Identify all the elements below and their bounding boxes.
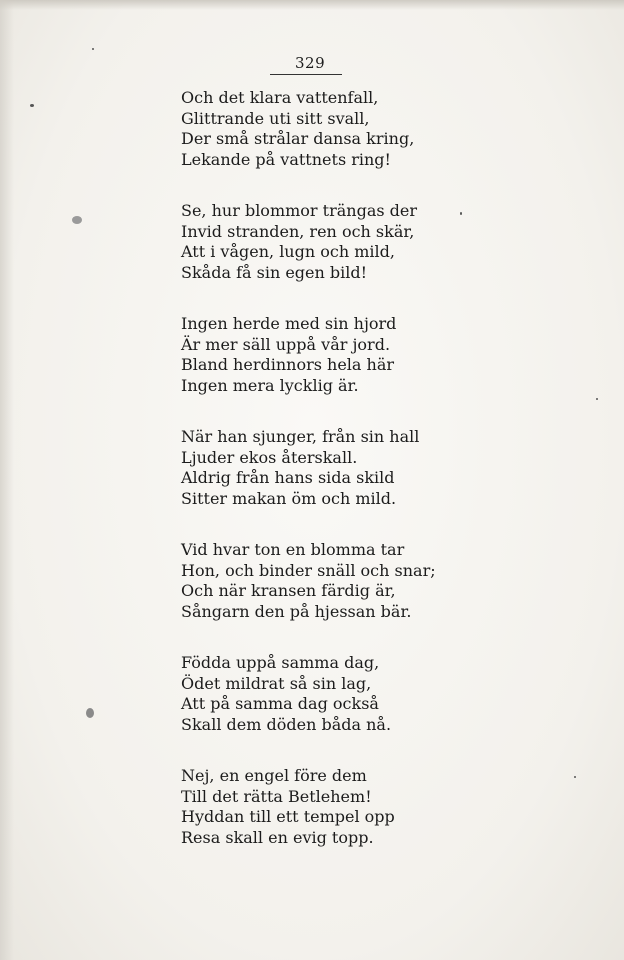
- stanza-6: [181, 653, 391, 735]
- verse-line: Skall dem döden båda nå.: [181, 714, 392, 734]
- verse-line: Vid hvar ton en blomma tar: [181, 540, 405, 559]
- paper-speck: [574, 776, 576, 778]
- verse-line: Nej, en engel före dem: [181, 766, 367, 785]
- paper-speck: [92, 48, 94, 50]
- verse-line: Hon, och binder snäll och snar;: [181, 560, 436, 580]
- verse-line: Ingen herde med sin hjord: [181, 314, 397, 333]
- verse-line: Invid stranden, ren och skär,: [181, 221, 415, 241]
- paper-speck: [72, 216, 82, 224]
- verse-line: Bland herdinnors hela här: [181, 355, 395, 374]
- verse-line: Resa skall en evig topp.: [181, 827, 374, 847]
- verse-line: Att i vågen, lugn och mild,: [181, 242, 395, 261]
- page-number: 329: [295, 54, 326, 72]
- verse-line: Och det klara vattenfall,: [181, 88, 379, 107]
- verse-line: Att på samma dag också: [181, 694, 379, 713]
- stanza-1: [181, 88, 414, 170]
- stanza-2: [181, 201, 417, 283]
- header-rule: [270, 74, 342, 75]
- verse-line: Se, hur blommor trängas der: [181, 201, 418, 220]
- verse-line: Ödet mildrat så sin lag,: [181, 673, 372, 693]
- stanza-4: [181, 427, 419, 509]
- page-edge-shadow-left: [0, 0, 14, 960]
- verse-line: Och när kransen färdig är,: [181, 581, 396, 600]
- verse-line: Ingen mera lycklig är.: [181, 375, 359, 395]
- verse-line: Sitter makan öm och mild.: [181, 488, 397, 508]
- paper-speck: [460, 212, 462, 215]
- verse-line: Lekande på vattnets ring!: [181, 149, 391, 169]
- verse-line: Skåda få sin egen bild!: [181, 262, 368, 282]
- paper-speck: [30, 104, 34, 107]
- paper-speck: [86, 708, 94, 718]
- verse-line: Är mer säll uppå vår jord.: [181, 334, 391, 354]
- verse-line: Sångarn den på hjessan bär.: [181, 601, 412, 621]
- verse-line: När han sjunger, från sin hall: [181, 427, 420, 446]
- verse-line: Födda uppå samma dag,: [181, 653, 380, 672]
- verse-line: Aldrig från hans sida skild: [181, 468, 395, 487]
- verse-line: Ljuder ekos återskall.: [181, 447, 358, 467]
- verse-line: Hyddan till ett tempel opp: [181, 807, 395, 826]
- page-edge-shadow-top: [0, 0, 624, 10]
- stanza-7: [181, 766, 395, 848]
- stanza-5: [181, 540, 436, 622]
- paper-speck: [596, 398, 598, 400]
- verse-line: Glittrande uti sitt svall,: [181, 108, 370, 128]
- verse-line: Der små strålar dansa kring,: [181, 129, 415, 148]
- stanza-3: [181, 314, 396, 396]
- verse-line: Till det rätta Betlehem!: [181, 786, 372, 806]
